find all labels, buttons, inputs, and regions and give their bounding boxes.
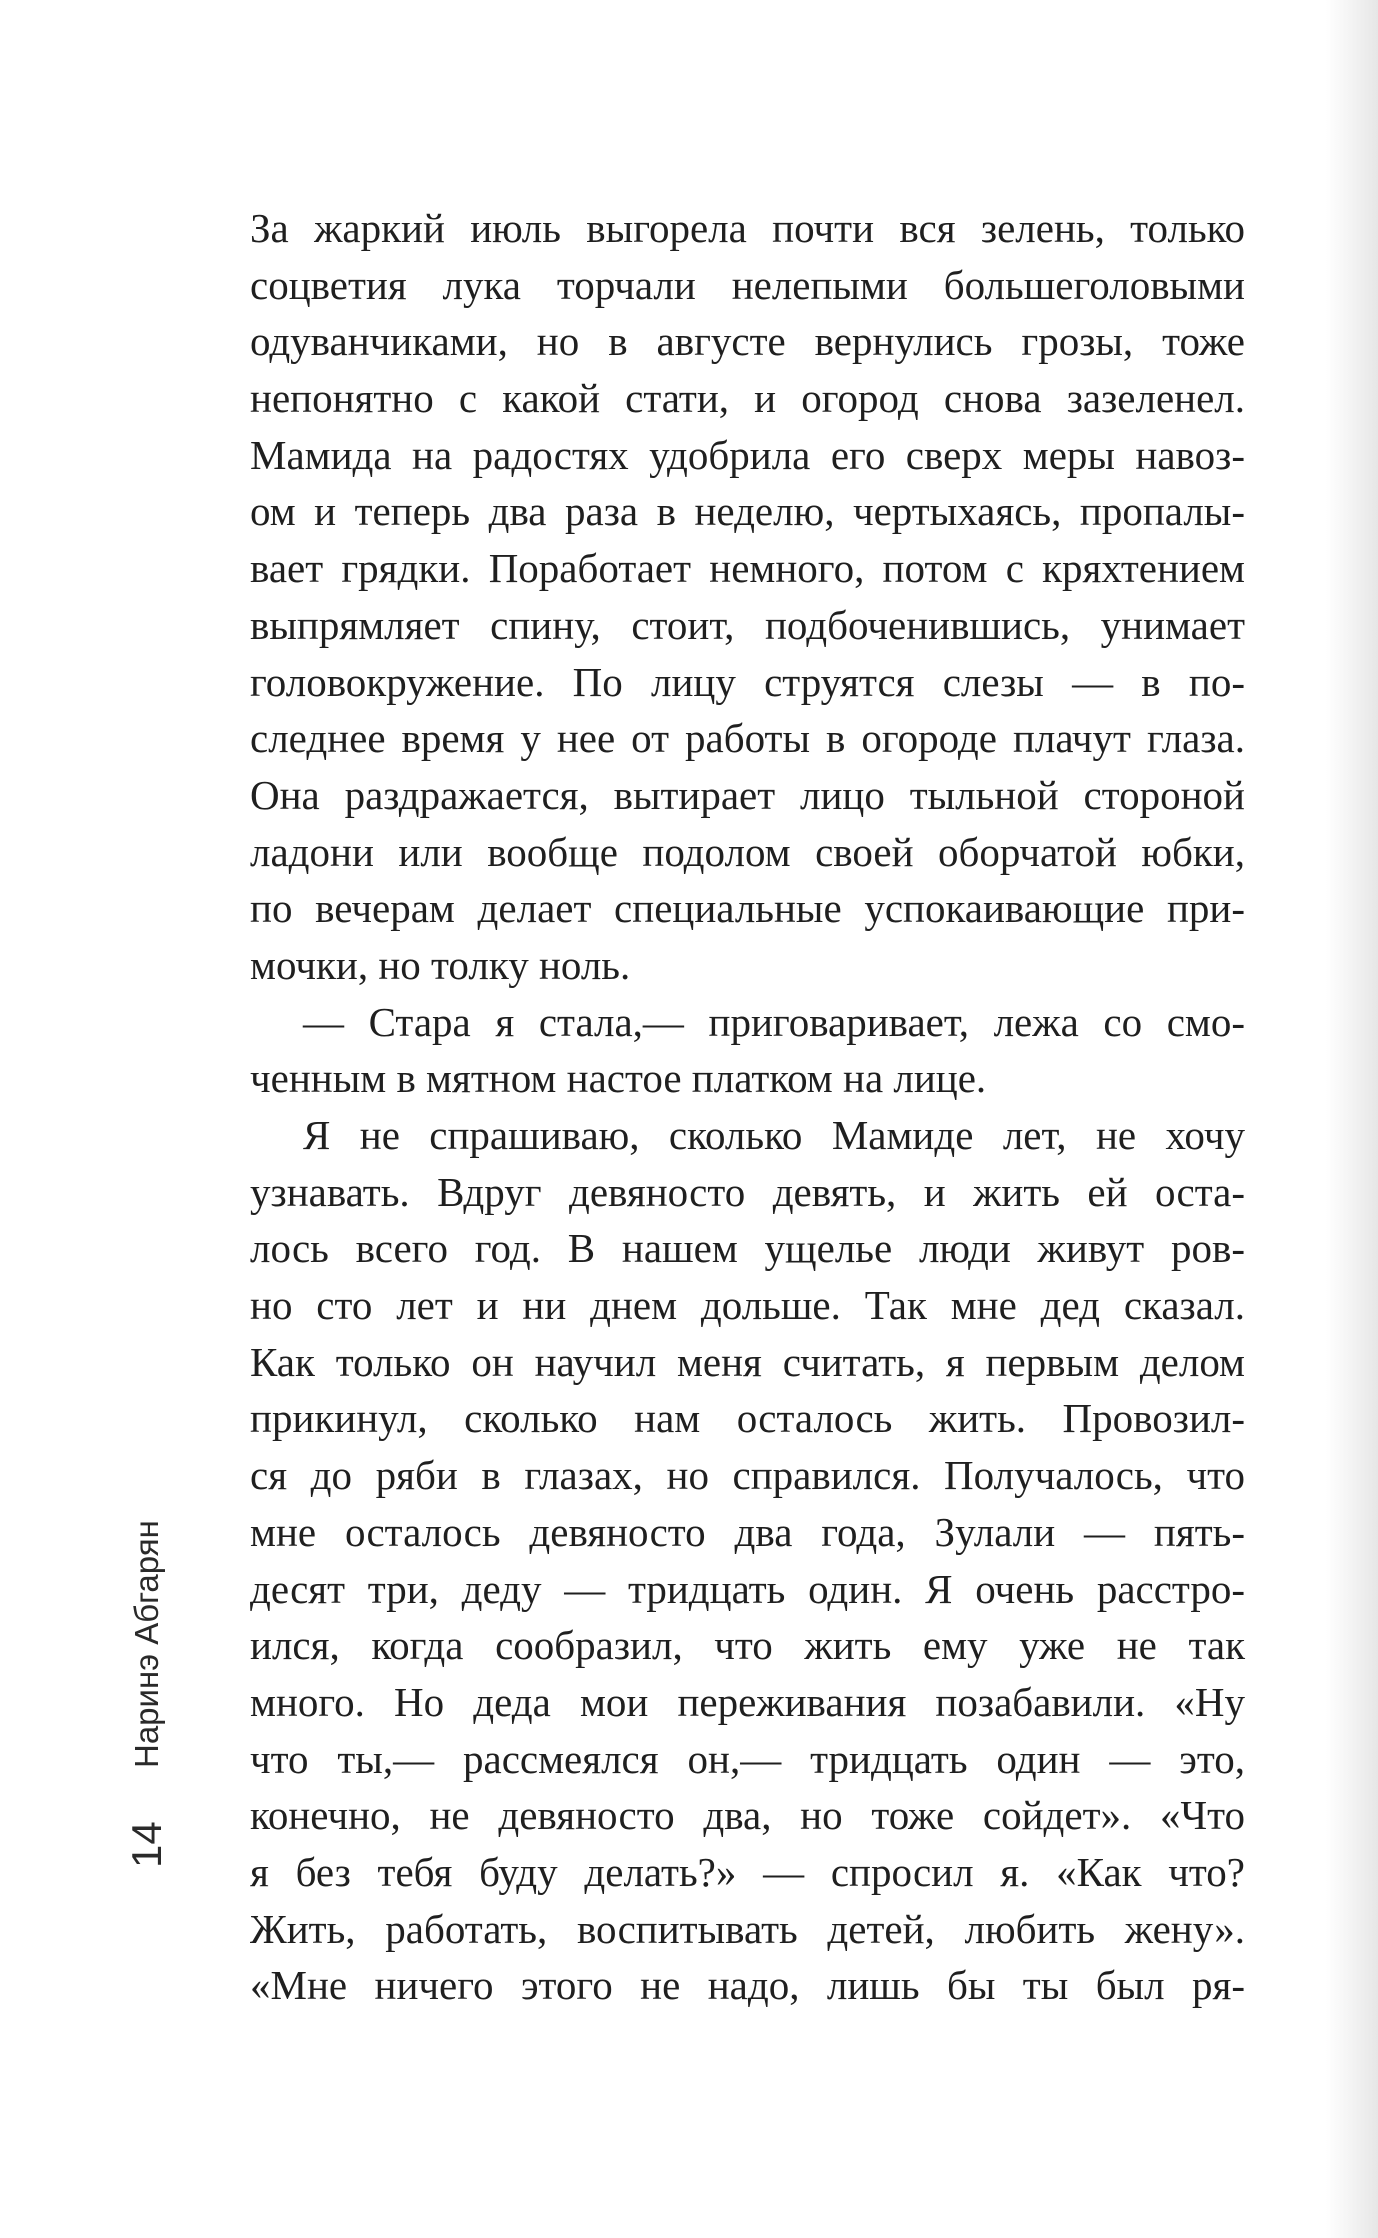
text-line: Она раздражается, вытирает лицо тыльной стороной: [250, 771, 1245, 818]
running-head: [122, 1520, 172, 1868]
author-name: Наринэ Абгарян: [128, 1520, 165, 1768]
text-line: лось всего год. В нашем ущелье люди живут ров-: [250, 1225, 1245, 1272]
text-line: За жаркий июль выгорела почти вся зелень, только: [250, 205, 1245, 251]
text-line: непонятно с какой стати, и огород снова зазеленел.: [250, 375, 1245, 422]
text-line: — Стара я стала,— приговаривает, лежа со смо-: [303, 998, 1245, 1045]
text-line: прикинул, сколько нам осталось жить. Провозил-: [250, 1395, 1245, 1442]
text-line: Я не спрашиваю, сколько Мамиде лет, не хочу: [303, 1112, 1245, 1158]
text-line: мочки, но толку ноль.: [250, 941, 631, 988]
page-edge-shadow: [1326, 0, 1378, 2238]
text-line: что ты,— рассмеялся он,— тридцать один — это,: [250, 1735, 1245, 1782]
text-line: я без тебя буду делать?» — спросил я. «Как что?: [250, 1848, 1245, 1895]
text-line: конечно, не девяносто два, но тоже сойдет». «Что: [250, 1792, 1245, 1839]
text-line: но сто лет и ни днем дольше. Так мне дед сказал.: [250, 1282, 1245, 1329]
text-line: вает грядки. Поработает немного, потом с кряхтением: [250, 545, 1245, 592]
text-line: ладони или вообще подолом своей оборчатой юбки,: [250, 828, 1245, 875]
text-line: соцветия лука торчали нелепыми большеголовыми: [250, 261, 1245, 308]
text-line: следнее время у нее от работы в огороде плачут глаза.: [250, 715, 1245, 762]
text-line: «Мне ничего этого не надо, лишь бы ты был ря-: [250, 1962, 1245, 2009]
text-line: много. Но деда мои переживания позабавили. «Ну: [250, 1678, 1245, 1725]
body-text: [250, 200, 1245, 2014]
text-line: Мамида на радостях удобрила его сверх меры навоз-: [250, 431, 1245, 478]
text-line: ченным в мятном настое платком на лице.: [250, 1055, 987, 1102]
text-line: по вечерам делает специальные успокаивающие при-: [250, 885, 1245, 932]
text-line: Жить, работать, воспитывать детей, любить жену».: [250, 1905, 1245, 1952]
text-line: ился, когда сообразил, что жить ему уже не так: [250, 1622, 1245, 1669]
text-line: мне осталось девяносто два года, Зулали — пять-: [250, 1508, 1245, 1555]
text-line: узнавать. Вдруг девяносто девять, и жить ей оста-: [250, 1168, 1245, 1215]
text-line: ом и теперь два раза в неделю, чертыхаясь, пропалы-: [250, 488, 1245, 535]
text-line: ся до ряби в глазах, но справился. Получалось, что: [250, 1452, 1245, 1499]
text-line: головокружение. По лицу струятся слезы — в по-: [250, 658, 1245, 705]
text-line: одуванчиками, но в августе вернулись грозы, тоже: [250, 318, 1245, 365]
text-line: Как только он научил меня считать, я первым делом: [250, 1338, 1245, 1385]
text-line: выпрямляет спину, стоит, подбоченившись, унимает: [250, 601, 1245, 648]
page-number: 14: [123, 1821, 170, 1868]
text-line: десят три, деду — тридцать один. Я очень расстро-: [250, 1565, 1245, 1612]
